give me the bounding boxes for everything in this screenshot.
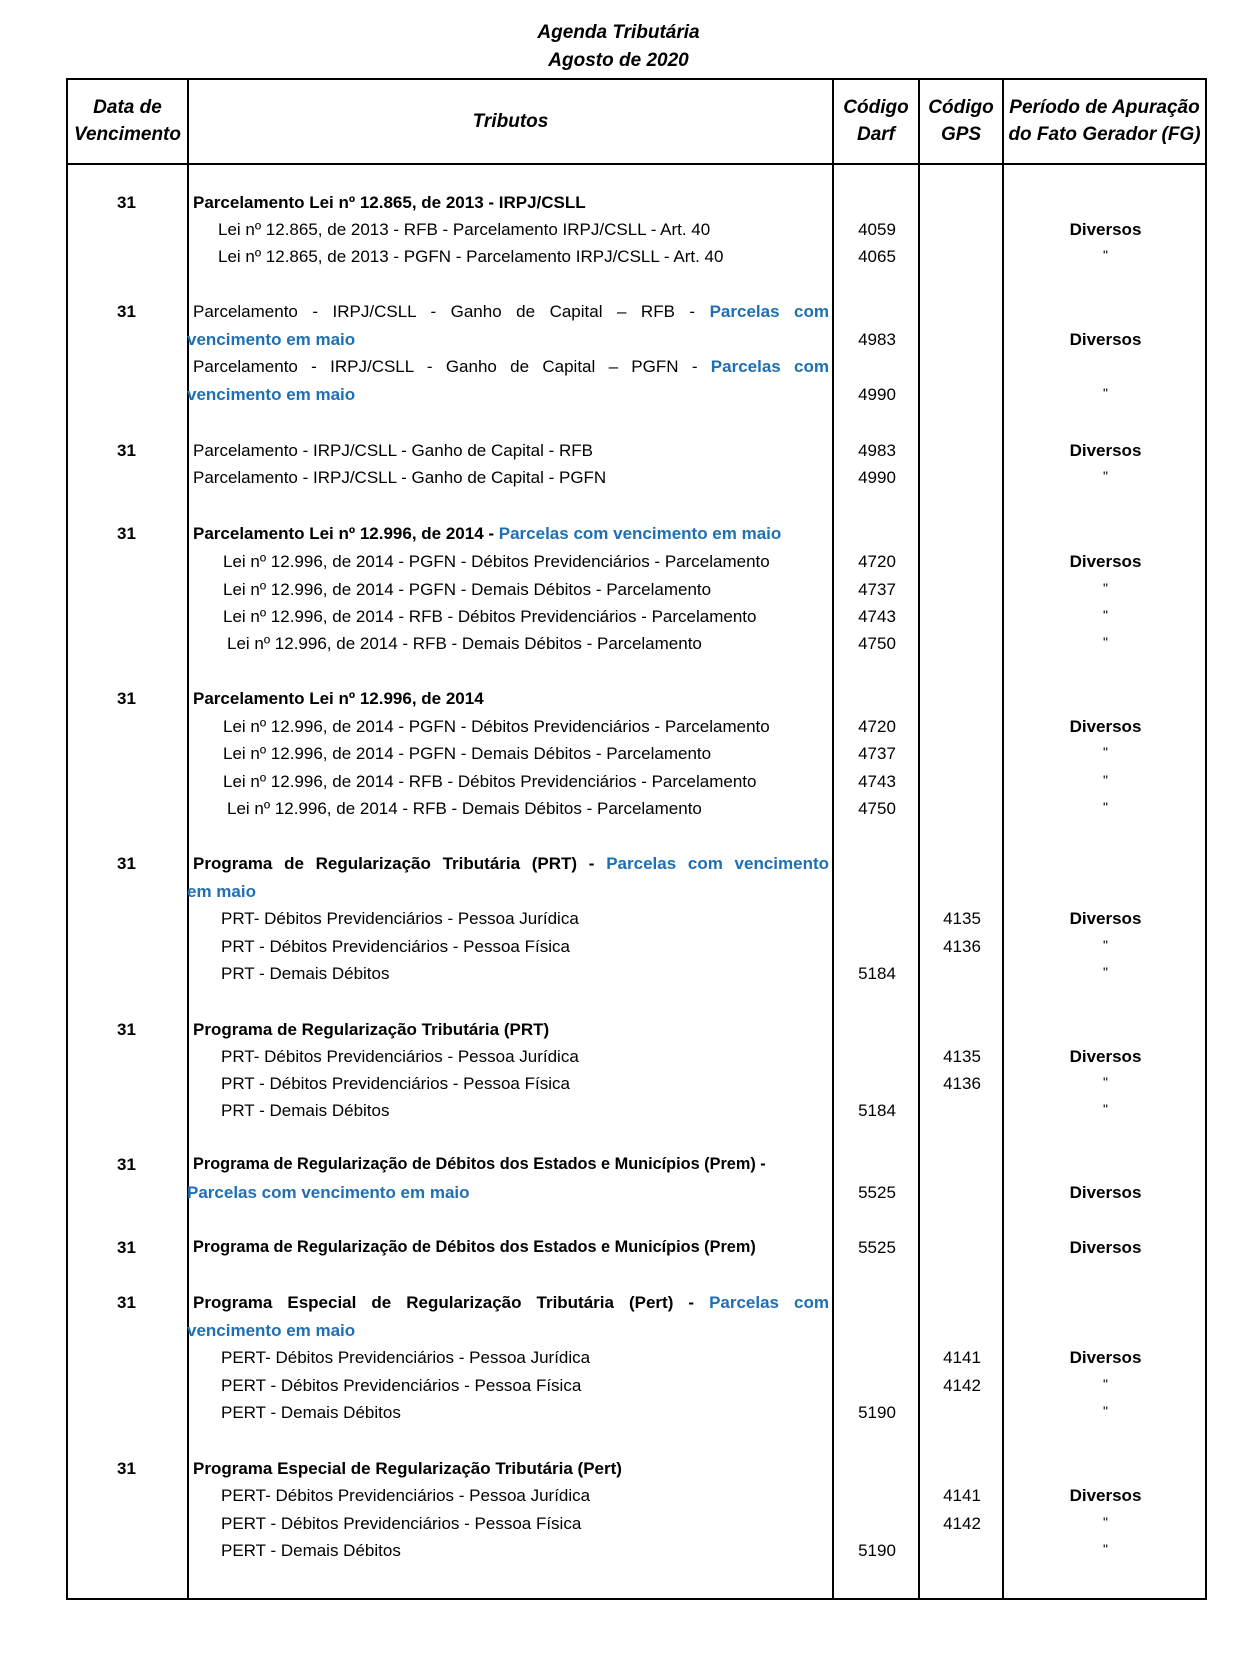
ditto-mark: " — [1103, 1074, 1108, 1090]
darf-code: 4059 — [858, 220, 896, 239]
tributo-item: PRT - Débitos Previdenciários - Pessoa Física — [221, 937, 570, 956]
tributo-item: PERT - Débitos Previdenciários - Pessoa Física — [221, 1376, 582, 1395]
due-date: 31 — [117, 1238, 136, 1257]
header-periodo: Período de Apuração do Fato Gerador (FG) — [1008, 97, 1201, 145]
tributo-item: Lei nº 12.865, de 2013 - PGFN - Parcelamento IRPJ/CSLL - Art. 40 — [218, 247, 724, 266]
group-heading: Parcelamento Lei nº 12.865, de 2013 - IRPJ/CSLL — [193, 193, 586, 212]
ditto-mark: " — [1103, 1101, 1108, 1117]
gps-code: 4135 — [943, 909, 981, 928]
due-date: 31 — [117, 302, 136, 321]
tributo-item: Lei nº 12.996, de 2014 - PGFN - Demais Débitos - Parcelamento — [223, 744, 712, 763]
periodo-value: Diversos — [1069, 1486, 1142, 1505]
periodo-value: Diversos — [1069, 1238, 1142, 1257]
tributo-item: PRT - Demais Débitos — [221, 964, 390, 983]
ditto-mark: " — [1103, 772, 1108, 788]
group-heading — [193, 520, 829, 547]
tributo-item: PERT - Débitos Previdenciários - Pessoa Física — [221, 1514, 582, 1533]
darf-code: 4720 — [858, 552, 896, 571]
ditto-mark: " — [1103, 468, 1108, 484]
darf-code: 5190 — [858, 1403, 896, 1422]
tributo-item: Lei nº 12.996, de 2014 - RFB - Débitos Previdenciários - Parcelamento — [223, 772, 757, 791]
ditto-mark: " — [1103, 1376, 1108, 1392]
gps-code: 4141 — [943, 1348, 981, 1367]
header-gps: Código GPS — [928, 97, 994, 145]
darf-code: 5525 — [858, 1183, 896, 1202]
periodo-value: Diversos — [1069, 1348, 1142, 1367]
ditto-mark: " — [1103, 964, 1108, 980]
darf-code: 4750 — [858, 634, 896, 653]
darf-code: 4743 — [858, 607, 896, 626]
group-heading — [193, 850, 829, 877]
tributo-item: PERT - Demais Débitos — [221, 1541, 401, 1560]
gps-code: 4135 — [943, 1047, 981, 1066]
darf-code: 5525 — [858, 1238, 896, 1257]
ditto-mark: " — [1103, 385, 1108, 401]
document-title: Agenda Tributária — [537, 22, 700, 43]
darf-code: 5190 — [858, 1541, 896, 1560]
gps-code: 4136 — [943, 937, 981, 956]
tributo-item: Lei nº 12.865, de 2013 - RFB - Parcelamento IRPJ/CSLL - Art. 40 — [218, 220, 711, 239]
gps-code: 4142 — [943, 1514, 981, 1533]
group-heading: Programa Especial de Regularização Tributária (Pert) — [193, 1459, 622, 1478]
darf-code: 5184 — [858, 964, 896, 983]
periodo-value: Diversos — [1069, 552, 1142, 571]
periodo-value: Diversos — [1069, 909, 1142, 928]
tributo-item: Lei nº 12.996, de 2014 - RFB - Demais Débitos - Parcelamento — [227, 799, 702, 818]
periodo-value: Diversos — [1069, 717, 1142, 736]
tributo-item: Lei nº 12.996, de 2014 - PGFN - Débitos Previdenciários - Parcelamento — [223, 552, 770, 571]
highlight-text: vencimento em maio — [187, 1321, 356, 1340]
header-tributos: Tributos — [472, 110, 549, 132]
ditto-mark: " — [1103, 799, 1108, 815]
ditto-mark: " — [1103, 937, 1108, 953]
tributo-text: Parcelamento - IRPJ/CSLL - Ganho de Capital – PGFN - — [193, 357, 698, 376]
darf-code: 5184 — [858, 1101, 896, 1120]
group-heading: Programa de Regularização de Débitos dos Estados e Municípios (Prem) - — [193, 1155, 766, 1173]
tributo-item: PRT - Débitos Previdenciários - Pessoa Física — [221, 1074, 570, 1093]
tributo-item: PERT- Débitos Previdenciários - Pessoa Jurídica — [221, 1348, 591, 1367]
due-date: 31 — [117, 1020, 136, 1039]
tributo-item: PRT - Demais Débitos — [221, 1101, 390, 1120]
darf-code: 4737 — [858, 744, 896, 763]
darf-code: 4750 — [858, 799, 896, 818]
tributo-item: Parcelamento - IRPJ/CSLL - Ganho de Capital - RFB — [193, 441, 593, 460]
group-heading — [193, 1289, 829, 1316]
periodo-value: Diversos — [1069, 1183, 1142, 1202]
due-date: 31 — [117, 689, 136, 708]
header-date: Data de Vencimento — [74, 97, 181, 145]
header-divider — [66, 163, 1207, 165]
ditto-mark: " — [1103, 634, 1108, 650]
darf-code: 4065 — [858, 247, 896, 266]
gps-code: 4141 — [943, 1486, 981, 1505]
due-date: 31 — [117, 193, 136, 212]
highlight-text: Parcelas com vencimento em maio — [498, 524, 782, 543]
ditto-mark: " — [1103, 1403, 1108, 1419]
highlight-text: Parcelas com vencimento em maio — [187, 1183, 470, 1202]
due-date: 31 — [117, 1293, 136, 1312]
darf-code: 4990 — [858, 385, 896, 404]
darf-code: 4737 — [858, 580, 896, 599]
header-darf: Código Darf — [843, 97, 909, 145]
group-heading: Programa de Regularização de Débitos dos Estados e Municípios (Prem) — [193, 1238, 756, 1256]
tributo-item: Lei nº 12.996, de 2014 - PGFN - Demais Débitos - Parcelamento — [223, 580, 712, 599]
due-date: 31 — [117, 524, 136, 543]
tributo-item: PERT - Demais Débitos — [221, 1403, 401, 1422]
column-divider — [187, 78, 189, 1600]
tributo-item — [193, 298, 829, 325]
heading-text: Parcelamento Lei nº 12.996, de 2014 - — [193, 524, 495, 543]
due-date: 31 — [117, 441, 136, 460]
darf-code: 4983 — [858, 441, 896, 460]
ditto-mark: " — [1103, 607, 1108, 623]
periodo-value: Diversos — [1069, 1047, 1142, 1066]
periodo-value: Diversos — [1069, 441, 1142, 460]
tributo-item: PRT- Débitos Previdenciários - Pessoa Jurídica — [221, 1047, 579, 1066]
highlight-text: vencimento em maio — [187, 385, 356, 404]
tributo-item — [193, 353, 829, 380]
ditto-mark: " — [1103, 247, 1108, 263]
tributo-item: PRT- Débitos Previdenciários - Pessoa Jurídica — [221, 909, 579, 928]
group-heading: Parcelamento Lei nº 12.996, de 2014 — [193, 689, 484, 708]
due-date: 31 — [117, 1459, 136, 1478]
periodo-value: Diversos — [1069, 330, 1142, 349]
highlight-text: Parcelas com — [709, 302, 829, 321]
ditto-mark: " — [1103, 1541, 1108, 1557]
tributo-item: Parcelamento - IRPJ/CSLL - Ganho de Capital - PGFN — [193, 468, 607, 487]
highlight-text: Parcelas com — [709, 1293, 829, 1312]
gps-code: 4142 — [943, 1376, 981, 1395]
tributo-item: Lei nº 12.996, de 2014 - PGFN - Débitos Previdenciários - Parcelamento — [223, 717, 770, 736]
darf-code: 4983 — [858, 330, 896, 349]
tributo-item: PERT- Débitos Previdenciários - Pessoa Jurídica — [221, 1486, 591, 1505]
tributo-item: Lei nº 12.996, de 2014 - RFB - Débitos Previdenciários - Parcelamento — [223, 607, 757, 626]
periodo-value: Diversos — [1069, 220, 1142, 239]
highlight-text: em maio — [187, 882, 256, 901]
tributo-item: Lei nº 12.996, de 2014 - RFB - Demais Débitos - Parcelamento — [227, 634, 702, 653]
highlight-text: vencimento em maio — [187, 330, 356, 349]
group-heading: Programa de Regularização Tributária (PRT) — [193, 1020, 550, 1039]
ditto-mark: " — [1103, 580, 1108, 596]
due-date: 31 — [117, 854, 136, 873]
document-subtitle: Agosto de 2020 — [548, 50, 689, 71]
ditto-mark: " — [1103, 1514, 1108, 1530]
heading-text: Programa de Regularização Tributária (PRT) - — [193, 854, 595, 873]
tributo-text: Parcelamento - IRPJ/CSLL - Ganho de Capital – RFB - — [193, 302, 696, 321]
heading-text: Programa Especial de Regularização Tributária (Pert) - — [193, 1293, 695, 1312]
ditto-mark: " — [1103, 744, 1108, 760]
due-date: 31 — [117, 1155, 136, 1174]
highlight-text: Parcelas com vencimento — [606, 854, 830, 873]
darf-code: 4720 — [858, 717, 896, 736]
darf-code: 4743 — [858, 772, 896, 791]
gps-code: 4136 — [943, 1074, 981, 1093]
highlight-text: Parcelas com — [710, 357, 829, 376]
darf-code: 4990 — [858, 468, 896, 487]
